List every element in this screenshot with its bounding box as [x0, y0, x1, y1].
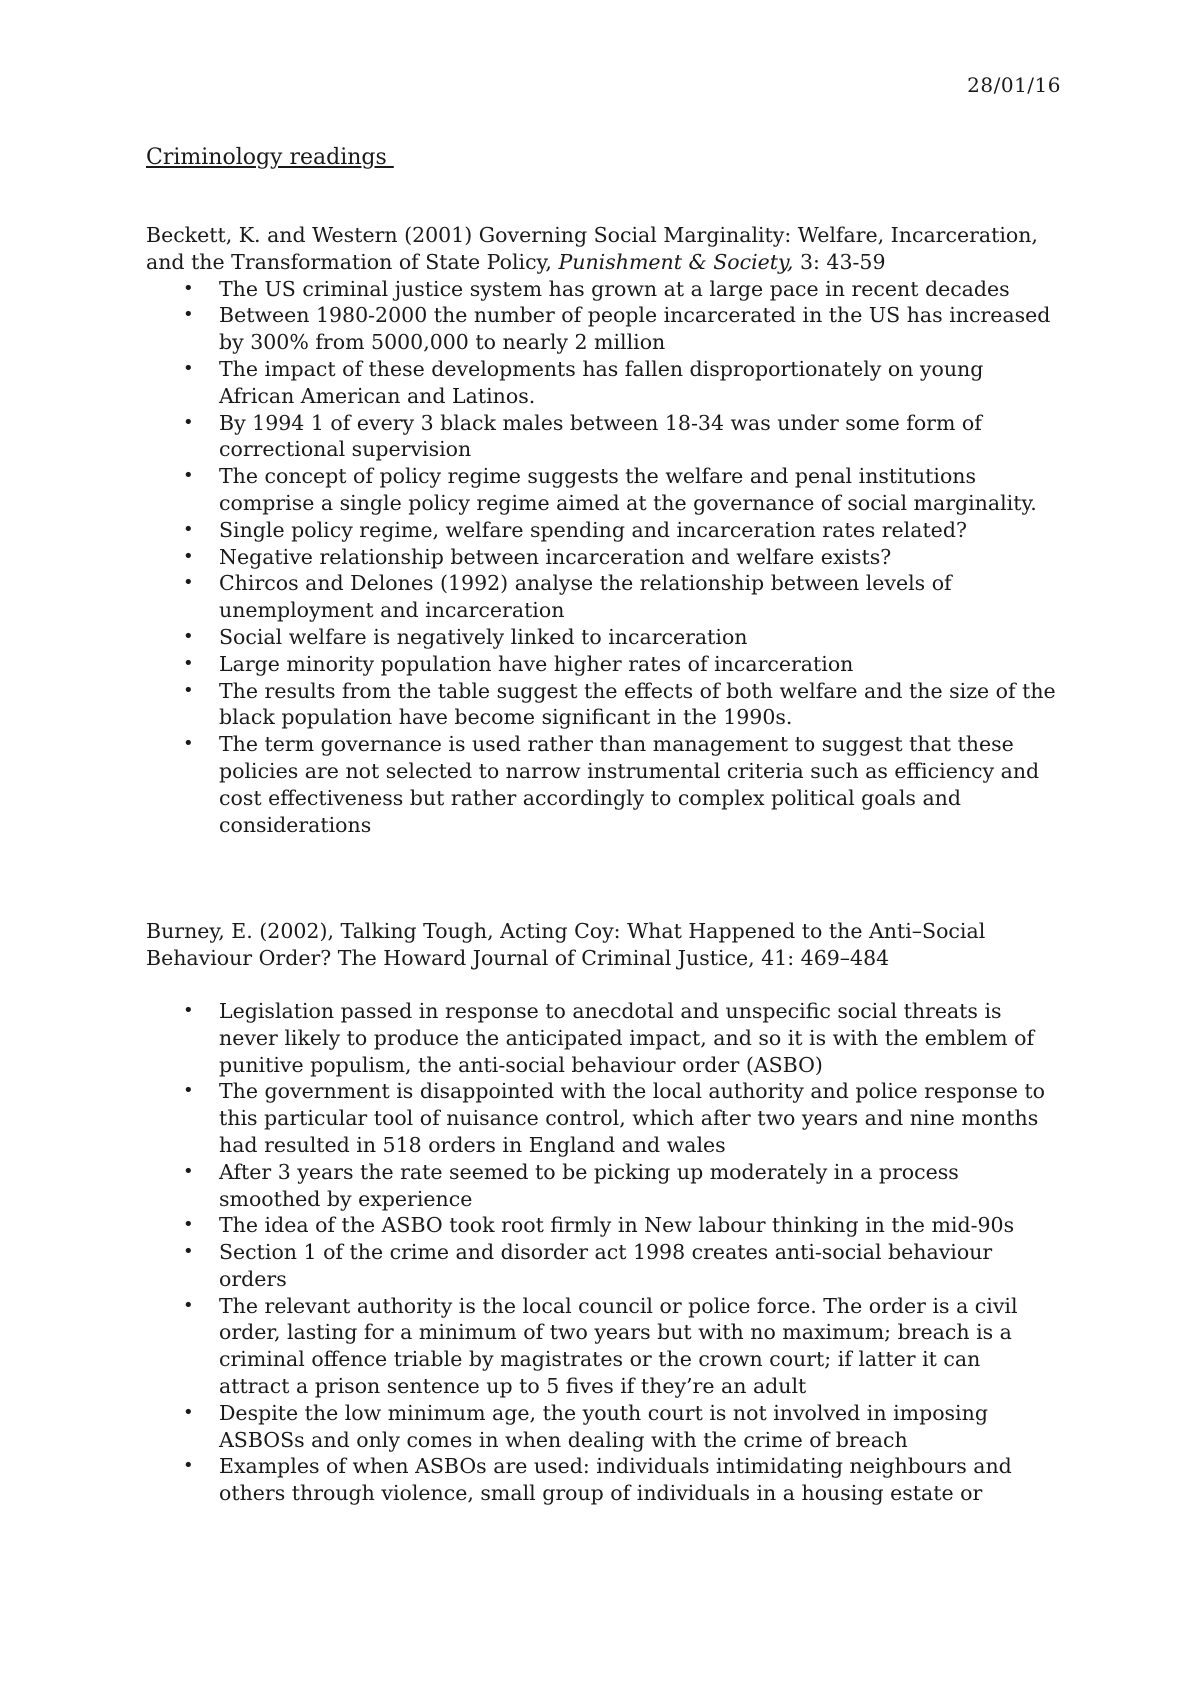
document-body [146, 222, 1056, 1507]
list-item: • Between 1980-2000 the number of people incarcerated in the US has increased by 300% from 5000,000 to nearly 2 million [219, 302, 1056, 356]
list-item: • Negative relationship between incarceration and welfare exists? [219, 544, 1056, 571]
list-item: • Examples of when ASBOs are used: individuals intimidating neighbours and others through violence, small group of individuals in a housing estate or [219, 1453, 1056, 1507]
list-item: • Single policy regime, welfare spending and incarceration rates related? [219, 517, 1056, 544]
list-item: • Despite the low minimum age, the youth court is not involved in imposing ASBOSs and only comes in when dealing with the crime of breach [219, 1400, 1056, 1454]
list-item: • The term governance is used rather than management to suggest that these policies are not selected to narrow instrumental criteria such as efficiency and cost effectiveness but rather accordingly to complex political goals and considerations [219, 731, 1056, 838]
list-item: • The concept of policy regime suggests the welfare and penal institutions comprise a single policy regime aimed at the governance of social marginality. [219, 463, 1056, 517]
list-item: • The results from the table suggest the effects of both welfare and the size of the black population have become significant in the 1990s. [219, 678, 1056, 732]
reference-volume-pages: 3: 43-59 [799, 249, 886, 274]
list-item: • Section 1 of the crime and disorder act 1998 creates anti-social behaviour orders [219, 1239, 1056, 1293]
page-title: Criminology readings [146, 145, 394, 170]
list-item: • The relevant authority is the local council or police force. The order is a civil order, lasting for a minimum of two years but with no maximum; breach is a criminal offence triable by magistrates or the crown court; if latter it can attract a prison sentence up to 5 fives if they’re an adult [219, 1293, 1056, 1400]
list-item: • Legislation passed in response to anecdotal and unspecific social threats is never likely to produce the anticipated impact, and so it is with the emblem of punitive populism, the anti-social behaviour order (ASBO) [219, 998, 1056, 1078]
journal-title: Punishment & Society, [558, 249, 794, 274]
section-spacer [146, 838, 1056, 918]
notes-list-beckett-western [146, 276, 1056, 839]
date-stamp: 28/01/16 [967, 73, 1061, 97]
list-item: • The idea of the ASBO took root firmly in New labour thinking in the mid-90s [219, 1212, 1056, 1239]
list-item: • Large minority population have higher rates of incarceration [219, 651, 1056, 678]
reference-beckett-western [146, 222, 1056, 276]
list-spacer [146, 972, 1056, 998]
list-item: • The US criminal justice system has grown at a large pace in recent decades [219, 276, 1056, 303]
list-item: • The impact of these developments has fallen disproportionately on young African American and Latinos. [219, 356, 1056, 410]
list-item: • Chircos and Delones (1992) analyse the relationship between levels of unemployment and incarceration [219, 570, 1056, 624]
reference-text: Beckett, K. and Western (2001) Governing Social Marginality: Welfare, Incarceration, and the Transformation of State Policy, [146, 223, 1038, 274]
list-item: • After 3 years the rate seemed to be picking up moderately in a process smoothed by experience [219, 1159, 1056, 1213]
list-item: • By 1994 1 of every 3 black males between 18-34 was under some form of correctional supervision [219, 410, 1056, 464]
notes-list-burney [146, 998, 1056, 1507]
list-item: • Social welfare is negatively linked to incarceration [219, 624, 1056, 651]
reference-burney: Burney, E. (2002), Talking Tough, Acting Coy: What Happened to the Anti–Social Behaviour Order? The Howard Journal of Criminal Justice, 41: 469–484 [146, 919, 986, 971]
list-item: • The government is disappointed with the local authority and police response to this particular tool of nuisance control, which after two years and nine months had resulted in 518 orders in England and wales [219, 1078, 1056, 1158]
